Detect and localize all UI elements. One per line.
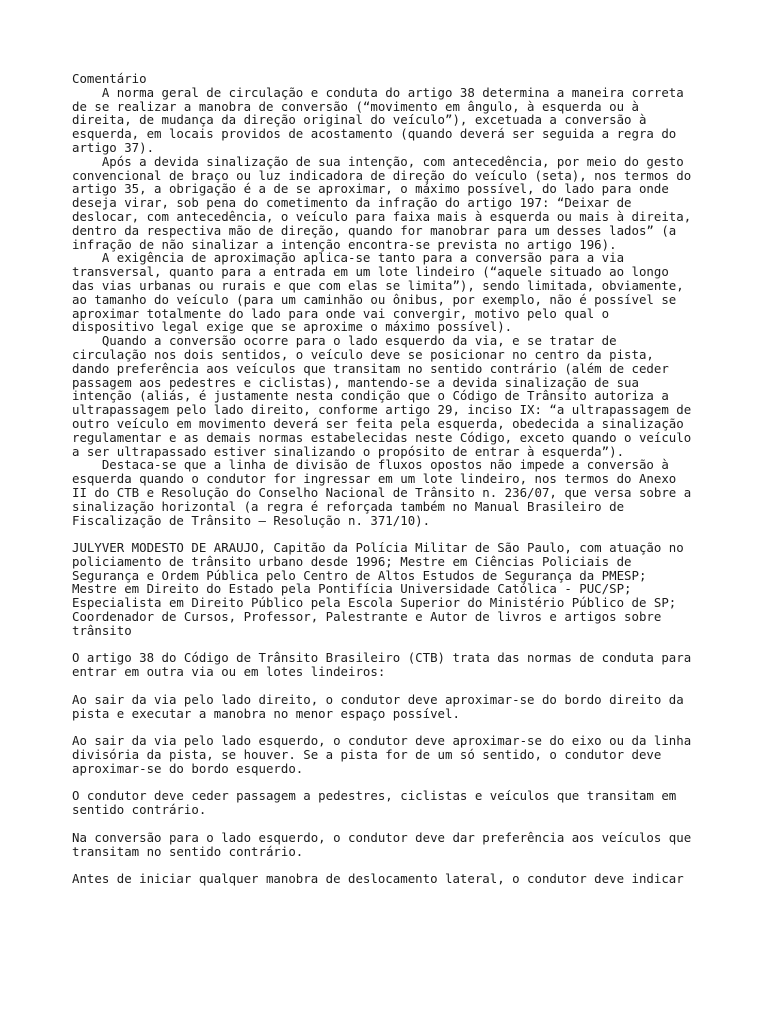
author-bio-block <box>72 541 712 638</box>
commentary-line: Destaca-se que a linha de divisão de fluxos opostos não impede a conversão à <box>72 457 669 473</box>
commentary-line: passagem aos pedestres e ciclistas), mantendo-se a devida sinalização de sua <box>72 374 639 390</box>
document-page <box>72 72 712 886</box>
author-line: Mestre em Direito do Estado pela Pontifícia Universidade Católica - PUC/SP; <box>72 581 632 597</box>
commentary-line: dentro da respectiva mão de direção, quando for manobrar para um desses lados” (a <box>72 222 677 238</box>
paragraph-line: Ao sair da via pelo lado direito, o condutor deve aproximar-se do bordo direito da <box>72 691 684 707</box>
paragraph-line: aproximar-se do bordo esquerdo. <box>72 760 304 776</box>
commentary-line: ao tamanho do veículo (para um caminhão ou ônibus, por exemplo, não é possível se <box>72 291 677 307</box>
commentary-line: infração de não sinalizar a intenção encontra-se prevista no artigo 196). <box>72 236 617 252</box>
commentary-line: A exigência de aproximação aplica-se tanto para a conversão para a via <box>72 250 625 266</box>
commentary-line: Após a devida sinalização de sua intenção, com antecedência, por meio do gesto <box>72 153 684 169</box>
commentary-line: deslocar, com antecedência, o veículo para faixa mais à esquerda ou mais à direita, <box>72 208 692 224</box>
commentary-line: direita, de mudança da direção original do veículo”), excetuada a conversão à <box>72 112 647 128</box>
commentary-line: ultrapassagem pelo lado direito, conforme artigo 29, inciso IX: “a ultrapassagem de <box>72 402 692 418</box>
author-line: policiamento de trânsito urbano desde 1996; Mestre em Ciências Policiais de <box>72 553 632 569</box>
spacer <box>72 817 712 831</box>
author-line: trânsito <box>72 622 132 638</box>
commentary-line: A norma geral de circulação e conduta do artigo 38 determina a maneira correta <box>72 84 684 100</box>
commentary-line: convencional de braço ou luz indicadora de direção do veículo (seta), nos termos do <box>72 167 692 183</box>
commentary-line: Quando a conversão ocorre para o lado esquerdo da via, e se tratar de <box>72 333 617 349</box>
paragraph-line: pista e executar a manobra no menor espaço possível. <box>72 705 460 721</box>
paragraph-line: transitam no sentido contrário. <box>72 843 304 859</box>
commentary-line: deseja virar, sob pena do cometimento da infração do artigo 197: “Deixar de <box>72 195 632 211</box>
author-line: Segurança e Ordem Pública pelo Centro de Altos Estudos de Segurança da PMESP; <box>72 567 647 583</box>
commentary-line: dando preferência aos veículos que transitam no sentido contrário (além de ceder <box>72 360 669 376</box>
paragraph-line: Ao sair da via pelo lado esquerdo, o condutor deve aproximar-se do eixo ou da linha <box>72 733 692 749</box>
commentary-line: outro veículo em movimento deverá ser feita pela esquerda, obedecida a sinalização <box>72 415 684 431</box>
paragraph-line: sentido contrário. <box>72 802 207 818</box>
spacer <box>72 638 712 652</box>
paragraph-line: Na conversão para o lado esquerdo, o condutor deve dar preferência aos veículos que <box>72 829 692 845</box>
paragraph-line: entrar em outra via ou em lotes lindeiros: <box>72 664 386 680</box>
paragraph-line: Antes de iniciar qualquer manobra de deslocamento lateral, o condutor deve indicar <box>72 871 684 887</box>
paragraph <box>72 789 712 817</box>
commentary-line: artigo 37). <box>72 139 155 155</box>
commentary-line: a ser ultrapassado estiver sinalizando o propósito de entrar à esquerda”). <box>72 443 625 459</box>
paragraph <box>72 831 712 859</box>
commentary-line: II do CTB e Resolução do Conselho Nacional de Trânsito n. 236/07, que versa sobre a <box>72 484 692 500</box>
commentary-line: esquerda, em locais providos de acostamento (quando deverá ser seguida a regra do <box>72 126 677 142</box>
section-heading: Comentário <box>72 71 147 86</box>
commentary-line: esquerda quando o condutor for ingressar em um lote lindeiro, nos termos do Anexo <box>72 471 677 487</box>
paragraph <box>72 734 712 775</box>
article-summary-block <box>72 638 712 886</box>
spacer <box>72 527 712 541</box>
commentary-line: intenção (aliás, é justamente nesta condição que o Código de Trânsito autoriza a <box>72 388 669 404</box>
paragraph-line: O condutor deve ceder passagem a pedestres, ciclistas e veículos que transitam em <box>72 788 677 804</box>
commentary-line: artigo 35, a obrigação é a de se aproximar, o máximo possível, do lado para onde <box>72 181 669 197</box>
author-line: JULYVER MODESTO DE ARAUJO, Capitão da Polícia Militar de São Paulo, com atuação no <box>72 540 684 556</box>
paragraph <box>72 872 712 886</box>
commentary-line: circulação nos dois sentidos, o veículo deve se posicionar no centro da pista, <box>72 346 654 362</box>
commentary-line: regulamentar e as demais normas estabelecidas neste Código, exceto quando o veículo <box>72 429 692 445</box>
commentary-line: aproximar totalmente do lado para onde vai convergir, motivo pelo qual o <box>72 305 610 321</box>
commentary-line: transversal, quanto para a entrada em um lote lindeiro (“aquele situado ao longo <box>72 264 669 280</box>
commentary-line: dispositivo legal exige que se aproxime o máximo possível). <box>72 319 513 335</box>
commentary-line: de se realizar a manobra de conversão (“movimento em ângulo, à esquerda ou à <box>72 98 639 114</box>
paragraph-line: O artigo 38 do Código de Trânsito Brasileiro (CTB) trata das normas de conduta para <box>72 650 692 666</box>
commentary-line: das vias urbanas ou rurais e que com elas se limita”), sendo limitada, obviamente, <box>72 277 684 293</box>
author-line: Coordenador de Cursos, Professor, Palestrante e Autor de livros e artigos sobre <box>72 609 662 625</box>
paragraph <box>72 651 712 679</box>
author-line: Especialista em Direito Público pela Escola Superior do Ministério Público de SP; <box>72 595 677 611</box>
commentary-block <box>72 86 712 528</box>
commentary-line: sinalização horizontal (a regra é reforçada também no Manual Brasileiro de <box>72 498 625 514</box>
spacer <box>72 858 712 872</box>
paragraph <box>72 693 712 721</box>
paragraph-line: divisória da pista, se houver. Se a pista for de um só sentido, o condutor deve <box>72 747 662 763</box>
spacer <box>72 679 712 693</box>
spacer <box>72 776 712 790</box>
commentary-line: Fiscalização de Trânsito – Resolução n. 371/10). <box>72 512 431 528</box>
spacer <box>72 720 712 734</box>
